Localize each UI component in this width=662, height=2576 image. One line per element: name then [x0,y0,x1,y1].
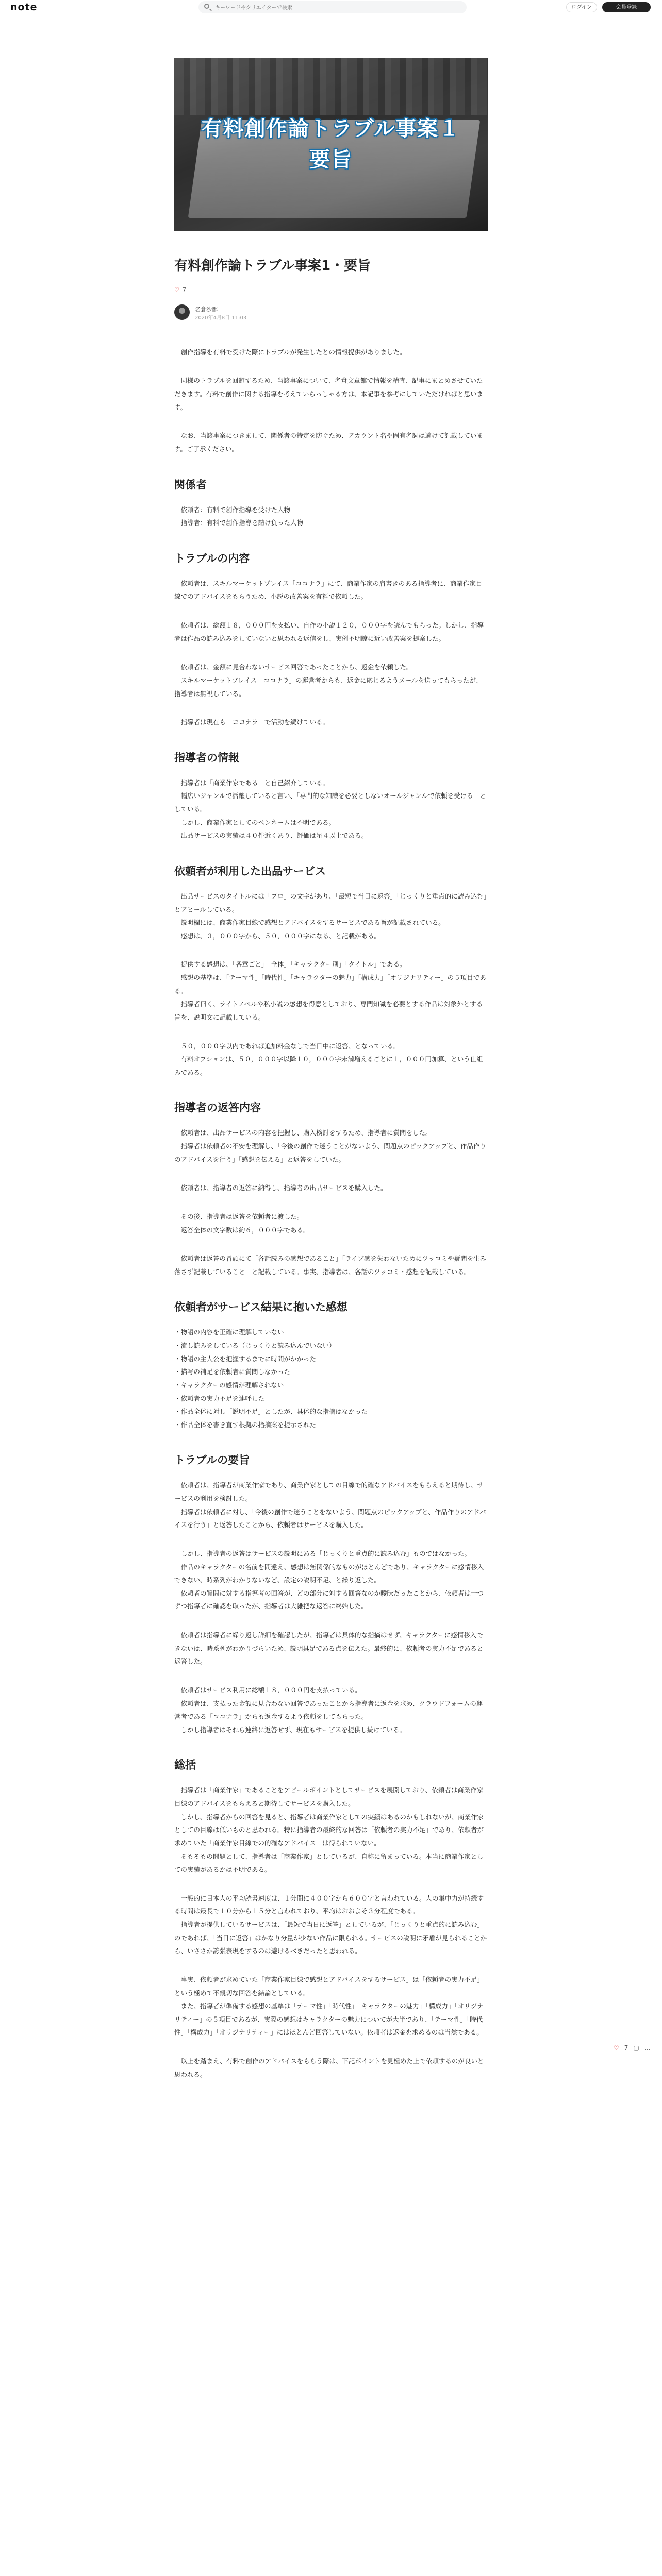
floating-like-count: 7 [624,2044,628,2052]
login-button[interactable]: ログイン [566,2,597,12]
paragraph: 事実、依頼者が求めていた「商業作家目線で感想とアドバイスをするサービス」は「依頼者の実力不足」という極めて不親切な回答を結論としている。 また、指導者が準備する感想の基準は「テーマ性」「時代性」「キャラクターの魅力」「構成力」「オリジナリティー」の５項目であるが、実際の感想はキャラクターの魅力についてが大半であり、「テーマ性」「時代性」「構成力」「オリジナリティー」にはほとんど回答していない。依頼者は返金を求めるのは当然である。 [174,1975,484,2037]
avatar[interactable] [174,304,190,320]
more-icon[interactable]: … [644,2044,651,2052]
bullet-list [174,1326,488,1431]
section-heading: 関係者 [174,478,207,491]
paragraph: しかし、指導者の返答はサービスの説明にある「じっくりと重点的に読み込む」ものではなかった。 作品のキャラクターの名前を間違え、感想は無関係的なものがほとんどであり、キャラクターに感情移入できない、時系列がわかりないなど、設定の説明不足、と繰り返した。 依頼者の質問に対する指導者の回答が、どの部分に対する回答なのか曖昧だったことから、依頼者は一つずつ指導者に確認を取ったが、指導者は大雑把な返答に終始した。 [174,1549,484,1611]
paragraph: ５０，０００字以内であれば追加料金なしで当日中に返答、となっている。 有料オプションは、５０，０００字以降１０，０００字未満増えるごとに１，０００円加算、という仕組みである。 [174,1042,483,1076]
article-sections [174,477,488,2081]
paragraph: 指導者は「商業作家である」と自己紹介している。 幅広いジャンルで活躍していると言い、「専門的な知識を必要としないオールジャンルで依頼を受ける」としている。 しかし、商業作家としてのペンネームは不明である。 出品サービスの実績は４０件近くあり、評価は星４以上である。 [174,778,486,840]
floating-actions [614,2044,656,2052]
top-header [0,0,662,15]
section-heading: 総括 [174,1759,196,1772]
hero-title-line2: 要旨 [309,148,353,172]
hero-title-line1: 有料創作論トラブル事案１ [201,117,461,141]
paragraph: 依頼者はサービス利用に総額１８，０００円を支払っている。 依頼者は、支払った金額に見合わない回答であったことから指導者に返金を求め、クラウドフォームの運営者である「ココナラ」からも返金するよう依頼をしてもらった。 しかし指導者はそれら連絡に返答せず、現在もサービスを提供し続けている。 [174,1686,483,1734]
paragraph: 依頼者は返答の冒頭にて「各話読みの感想であること」「ライブ感を失わないためにツッコミや疑問を生み落さず記載していること」と記載している。事実、指導者は、各話のツッコミ・感想を記載している。 [174,1255,487,1276]
article-body [174,258,488,2096]
search-icon [204,4,209,9]
list-item: ・ 流し読みをしている（じっくりと読み込んでいない） [174,1339,488,1352]
paragraph: 同様のトラブルを回避するため、当該事案について、名倉文章館で情報を精査、記事にまとめさせていただきます。有料で創作に関する指導を考えていらっしゃる方は、本記事を参考にしていただければと思います。 [174,377,484,411]
search-input[interactable] [214,3,458,13]
paragraph: 依頼者は、金額に見合わないサービス回答であったことから、返金を依頼した。 スキルマーケットプレイス「ココナラ」の運営者からも、返金に応じるようメールを送ってもらったが、指導者は無視している。 [174,663,483,698]
author-info[interactable] [174,303,488,322]
paragraph: 依頼者は、指導者の返答に納得し、指導者の出品サービスを購入した。 [174,1184,387,1192]
paragraph: 創作指導を有料で受けた際にトラブルが発生したとの情報提供がありました。 [174,348,406,356]
paragraph: 指導者は「商業作家」であることをアピールポイントとしてサービスを展開しており、依頼者は商業作家目線のアドバイスをもらえると期待してサービスを購入した。 しかし、指導者からの回答を見ると、指導者は商業作家としての実績はあるのかもしれないが、商業作家としての目線は低いものと思われる。特に指導者の最終的な回答は「依頼者の実力不足」であり、依頼者が求めていた「商業作家目線での的確なアドバイス」は得られていない。 そもそもの問題として、指導者は「商業作家」としているが、自称に留まっている。本当に商業作家としての実績があるかは不明である。 [174,1786,484,1874]
publish-date: 2020年4月8日 11:03 [195,315,247,321]
note-logo[interactable]: note [10,2,38,13]
paragraph: 提供する感想は、「各章ごと」「全体」「キャラクター別」「タイトル」である。 感想の基準は、「テーマ性」「時代性」「キャラクターの魅力」「構成力」「オリジナリティー」の５項目である。 指導者曰く、ライトノベルや私小説の感想を得意としており、専門知識を必要とする作品は対象外とする旨を、説明文に記載している。 [174,960,486,1021]
list-item: ・ キャラクターの感情が理解されない [174,1379,488,1392]
heart-icon[interactable]: ♡ [174,286,179,293]
hero-image [174,58,488,231]
section-heading: 依頼者がサービス結果に抱いた感想 [174,1301,347,1314]
author-name[interactable]: 名倉沙都 [195,306,218,313]
paragraph: 依頼者は、スキルマーケットプレイス「ココナラ」にて、商業作家の肩書きのある指導者に、商業作家目線でのアドバイスをもらうため、小説の改善案を有料で依頼した。 [174,579,483,601]
paragraph: 出品サービスのタイトルには「プロ」の文字があり、「最短で当日に返答」「じっくりと重点的に読み込む」とアピールしている。 説明欄には、商業作家目線で感想とアドバイスをするサービスである旨が記載されている。 感想は、３，０００字から、５０，０００字になる、と記載がある。 [174,892,487,940]
section-heading: 指導者の返答内容 [174,1101,261,1114]
section-heading: トラブルの要旨 [174,1454,250,1467]
paragraph: 依頼者：有料で創作指導を受けた人物 指導者：有料で創作指導を請け負った人物 [174,505,304,527]
section-heading: 指導者の情報 [174,751,239,764]
paragraph: 依頼者は、指導者が商業作家であり、商業作家としての目線で的確なアドバイスをもらえると期待し、サービスの利用を検討した。 指導者は依頼者に対し、「今後の創作で迷うことをないよう、問題点のピックアップと、作品作りのアドバイスを行う」と返答したことから、依頼者はサービスを購入した。 [174,1481,486,1529]
article-intro [174,346,488,456]
list-item: ・ 物語の主人公を把握するまでに時間がかかった [174,1352,488,1366]
list-item: ・ 作品全体を書き直す根拠の指摘案を提示された [174,1418,488,1432]
paragraph: なお、当該事案につきまして、関係者の特定を防ぐため、アカウント名や固有名詞は避けて記載しています。ご了承ください。 [174,432,483,453]
like-counter[interactable] [174,286,488,293]
comment-icon[interactable]: ▢ [633,2044,639,2052]
paragraph: 依頼者は指導者に繰り返し詳細を確認したが、指導者は具体的な指摘はせず、キャラクターに感情移入できないは、時系列がわかりづらいため、説明具足である点を伝えた。最終的に、依頼者の実力不足であると返答した。 [174,1631,484,1666]
section-heading: 依頼者が利用した出品サービス [174,865,326,877]
paragraph: その後、指導者は返答を依頼者に渡した。 返答全体の文字数は約６，０００字である。 [174,1212,310,1234]
hero-background-shelf [174,58,488,115]
paragraph: 依頼者は、出品サービスの内容を把握し、購入検討をするため、指導者に質問をした。 指導者は依頼者の不安を理解し、「今後の創作で迷うことがないよう、問題点のピックアップと、作品作りのアドバイスを行う」「感想を伝える」と返答をしていた。 [174,1129,486,1163]
signup-button[interactable]: 会員登録 [602,2,651,12]
paragraph: 以上を踏まえ、有料で創作のアドバイスをもらう際は、下記ポイントを見極めた上で依頼するのが良いと思われる。 [174,2057,484,2078]
list-item: ・ 依頼者の実力不足を連呼した [174,1392,488,1405]
paragraph: 指導者は現在も「ココナラ」で活動を続けている。 [174,718,329,726]
like-count: 7 [182,286,186,293]
floating-heart-icon[interactable]: ♡ [614,2044,619,2052]
paragraph: 一般的に日本人の平均読書速度は、１分間に４００字から６００字と言われている。人の集中力が持続する時間は最長で１０分から１５分と言われており、平均はおおよそ３分程度である。 指導者が提供しているサービスは、「最短で当日に返答」としているが、「じっくりと重点的に読み込む」のであれば、「当日に返答」はかなり分量が少ない作品に限られる。サービスの説明に矛盾が見られることから、いささか誇張表現をするのは避けるべきだったと思われる。 [174,1894,487,1955]
section-heading: トラブルの内容 [174,552,250,565]
search-bar[interactable] [198,1,467,13]
list-item: ・ 作品全体に対し「説明不足」としたが、具体的な指摘はなかった [174,1405,488,1418]
list-item: ・ 物語の内容を正確に理解していない [174,1326,488,1339]
article-title: 有料創作論トラブル事案1・要旨 [174,258,371,274]
list-item: ・ 描写の補足を依頼者に質問しなかった [174,1365,488,1379]
paragraph: 依頼者は、総額１８，０００円を支払い、自作の小説１２０，０００字を読んでもらった。しかし、指導者は作品の読み込みをしていないと思われる返信をし、実例不明瞭に近い改善案を提案した。 [174,621,484,642]
